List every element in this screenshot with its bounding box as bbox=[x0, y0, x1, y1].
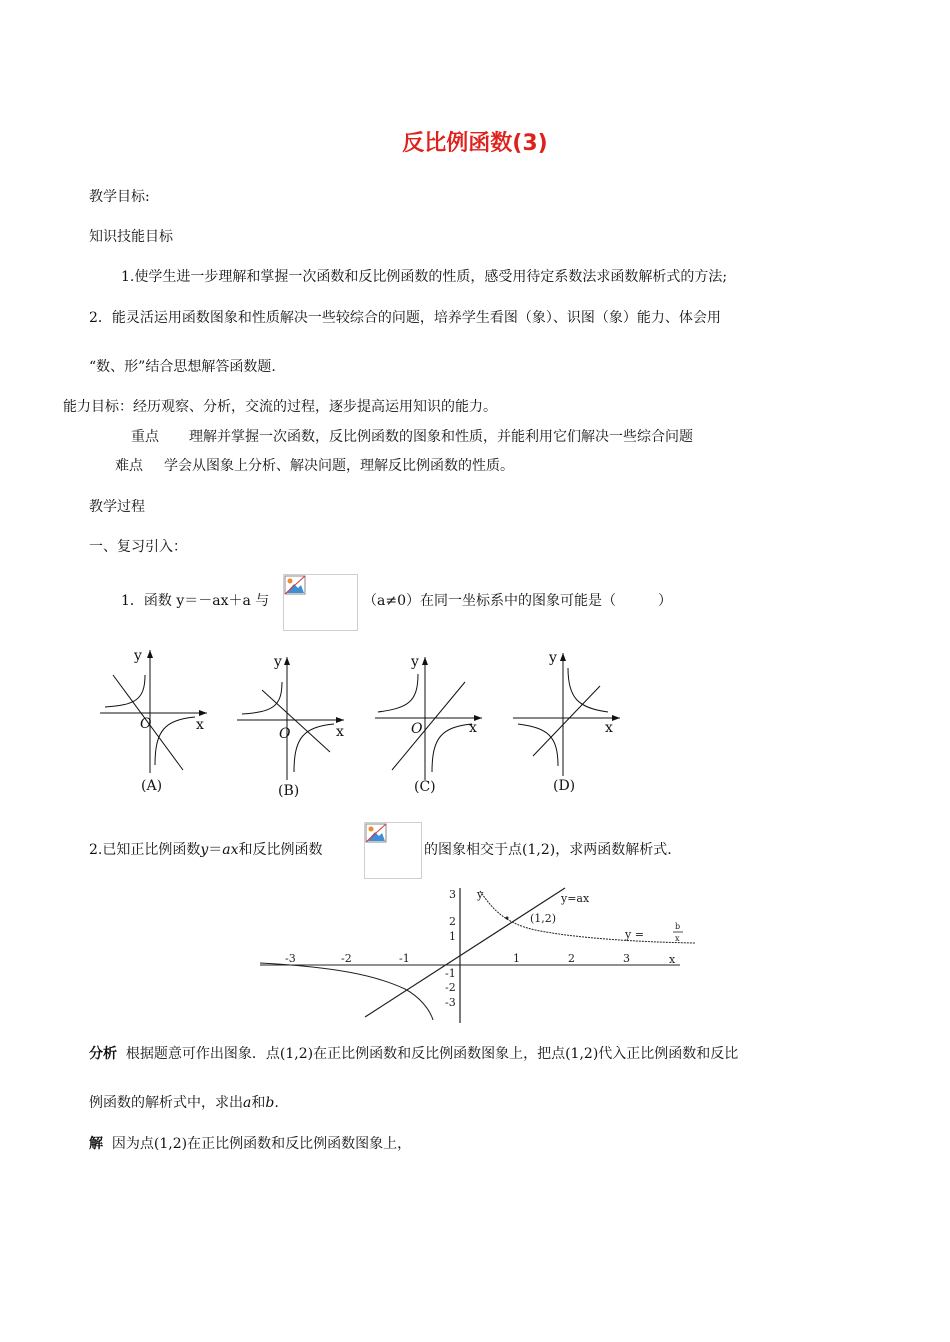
q2-xtick-2: 2 bbox=[568, 952, 575, 965]
graph-a-origin: O bbox=[140, 716, 152, 732]
broken-image-icon bbox=[284, 575, 306, 595]
q2-ytick-m3: -3 bbox=[445, 996, 456, 1009]
question-2-mid: 和反比例函数 bbox=[238, 842, 323, 858]
analysis-label: 分析 bbox=[89, 1046, 117, 1062]
q2-line-label: y=ax bbox=[561, 892, 590, 905]
graph-d-caption: (D) bbox=[553, 778, 576, 794]
q2-curve-frac-den: x bbox=[675, 934, 680, 943]
solution-text: 因为点(1,2)在正比例函数和反比例函数图象上， bbox=[111, 1136, 412, 1152]
q2-ytick-1: 1 bbox=[449, 930, 456, 943]
question-2-lead: 2.已知正比例函数 bbox=[89, 842, 201, 858]
analysis-and: 和 bbox=[251, 1095, 266, 1111]
graph-a-caption: (A) bbox=[141, 778, 163, 794]
graph-c-y-label: y bbox=[411, 654, 419, 670]
goal-2-line-2: “数、形”结合思想解答函数题. bbox=[89, 359, 276, 375]
analysis-text-1: 根据题意可作出图象．点(1,2)在正比例函数和反比例函数图象上，把点(1,2)代入正比例函数和反比 bbox=[125, 1046, 739, 1062]
objectives-heading: 教学目标: bbox=[89, 189, 150, 205]
var-a: a bbox=[243, 1095, 252, 1111]
q2-point-label: (1,2) bbox=[530, 912, 557, 925]
analysis-line-1 bbox=[89, 1047, 738, 1061]
graph-c-x-label: x bbox=[469, 720, 477, 736]
graph-d-y-label: y bbox=[549, 650, 557, 666]
question-2-suffix: 的图象相交于点(1,2)，求两函数解析式. bbox=[424, 842, 672, 858]
q2-x-axis-label: x bbox=[669, 953, 676, 966]
q2-ytick-3: 3 bbox=[449, 888, 456, 901]
solution-line bbox=[89, 1137, 411, 1151]
goal-2-line-1: 2．能灵活运用函数图象和性质解决一些较综合的问题，培养学生看图（象）、识图（象）能力、体会用 bbox=[89, 310, 721, 326]
q2-ytick-2: 2 bbox=[449, 915, 456, 928]
graph-b-x-label: x bbox=[336, 724, 344, 740]
difficult-point-label: 难点 bbox=[115, 458, 143, 474]
q2-ytick-m1: -1 bbox=[445, 967, 456, 980]
formula-ax: ax bbox=[222, 842, 239, 858]
var-b: b bbox=[265, 1095, 275, 1111]
graph-a-x-label: x bbox=[196, 717, 204, 733]
goal-1: 1.使学生进一步理解和掌握一次函数和反比例函数的性质，感受用待定系数法求函数解析式的方法; bbox=[121, 269, 728, 285]
graph-option-d bbox=[508, 648, 628, 778]
formula-y: y bbox=[200, 842, 209, 858]
q2-xtick-3: 3 bbox=[623, 952, 630, 965]
q2-xtick-m1: -1 bbox=[399, 952, 410, 965]
formula-equals: ＝ bbox=[208, 842, 223, 858]
q2-xtick-m3: -3 bbox=[285, 952, 296, 965]
missing-image-placeholder-2 bbox=[364, 822, 422, 879]
process-heading: 教学过程 bbox=[89, 499, 145, 515]
analysis-line-2 bbox=[89, 1096, 279, 1110]
question-1-prefix: 1．函数 y＝－ax＋a 与 bbox=[121, 593, 270, 609]
q2-xtick-1: 1 bbox=[513, 952, 520, 965]
graph-c-caption: (C) bbox=[414, 779, 436, 795]
difficult-point-text: 学会从图象上分析、解决问题，理解反比例函数的性质。 bbox=[164, 458, 514, 474]
analysis-end: . bbox=[274, 1095, 279, 1111]
intersection-graph bbox=[255, 885, 705, 1025]
q2-xtick-m2: -2 bbox=[341, 952, 352, 965]
q2-curve-frac-num: b bbox=[675, 922, 681, 931]
graph-b-y-label: y bbox=[274, 654, 282, 670]
graph-c-origin: O bbox=[411, 721, 423, 737]
page-title: 反比例函数(3) bbox=[402, 131, 548, 156]
q2-curve-label: y = bbox=[625, 928, 644, 941]
graph-option-c bbox=[370, 652, 490, 782]
broken-image-icon bbox=[365, 823, 387, 843]
question-2-prefix bbox=[89, 843, 323, 857]
graph-d-x-label: x bbox=[605, 720, 613, 736]
q2-ytick-m2: -2 bbox=[445, 981, 456, 994]
q2-y-axis-label: y bbox=[477, 888, 484, 901]
question-1-suffix: （a≠0）在同一坐标系中的图象可能是（ ） bbox=[363, 593, 672, 609]
section-review-intro: 一、复习引入： bbox=[89, 539, 187, 555]
graph-b-origin: O bbox=[279, 726, 291, 742]
solution-label: 解 bbox=[89, 1136, 103, 1152]
graph-option-a bbox=[95, 645, 215, 775]
graph-a-y-label: y bbox=[134, 648, 142, 664]
ability-goal: 能力目标：经历观察、分析，交流的过程，逐步提高运用知识的能力。 bbox=[63, 399, 497, 415]
key-point-label: 重点 bbox=[131, 429, 159, 445]
missing-image-placeholder bbox=[283, 574, 358, 631]
graph-b-caption: (B) bbox=[278, 783, 300, 799]
key-point-text: 理解并掌握一次函数，反比例函数的图象和性质，并能利用它们解决一些综合问题 bbox=[189, 429, 693, 445]
graph-option-b bbox=[232, 652, 352, 782]
analysis-text-2: 例函数的解析式中，求出 bbox=[89, 1095, 243, 1111]
knowledge-heading: 知识技能目标 bbox=[89, 229, 173, 245]
